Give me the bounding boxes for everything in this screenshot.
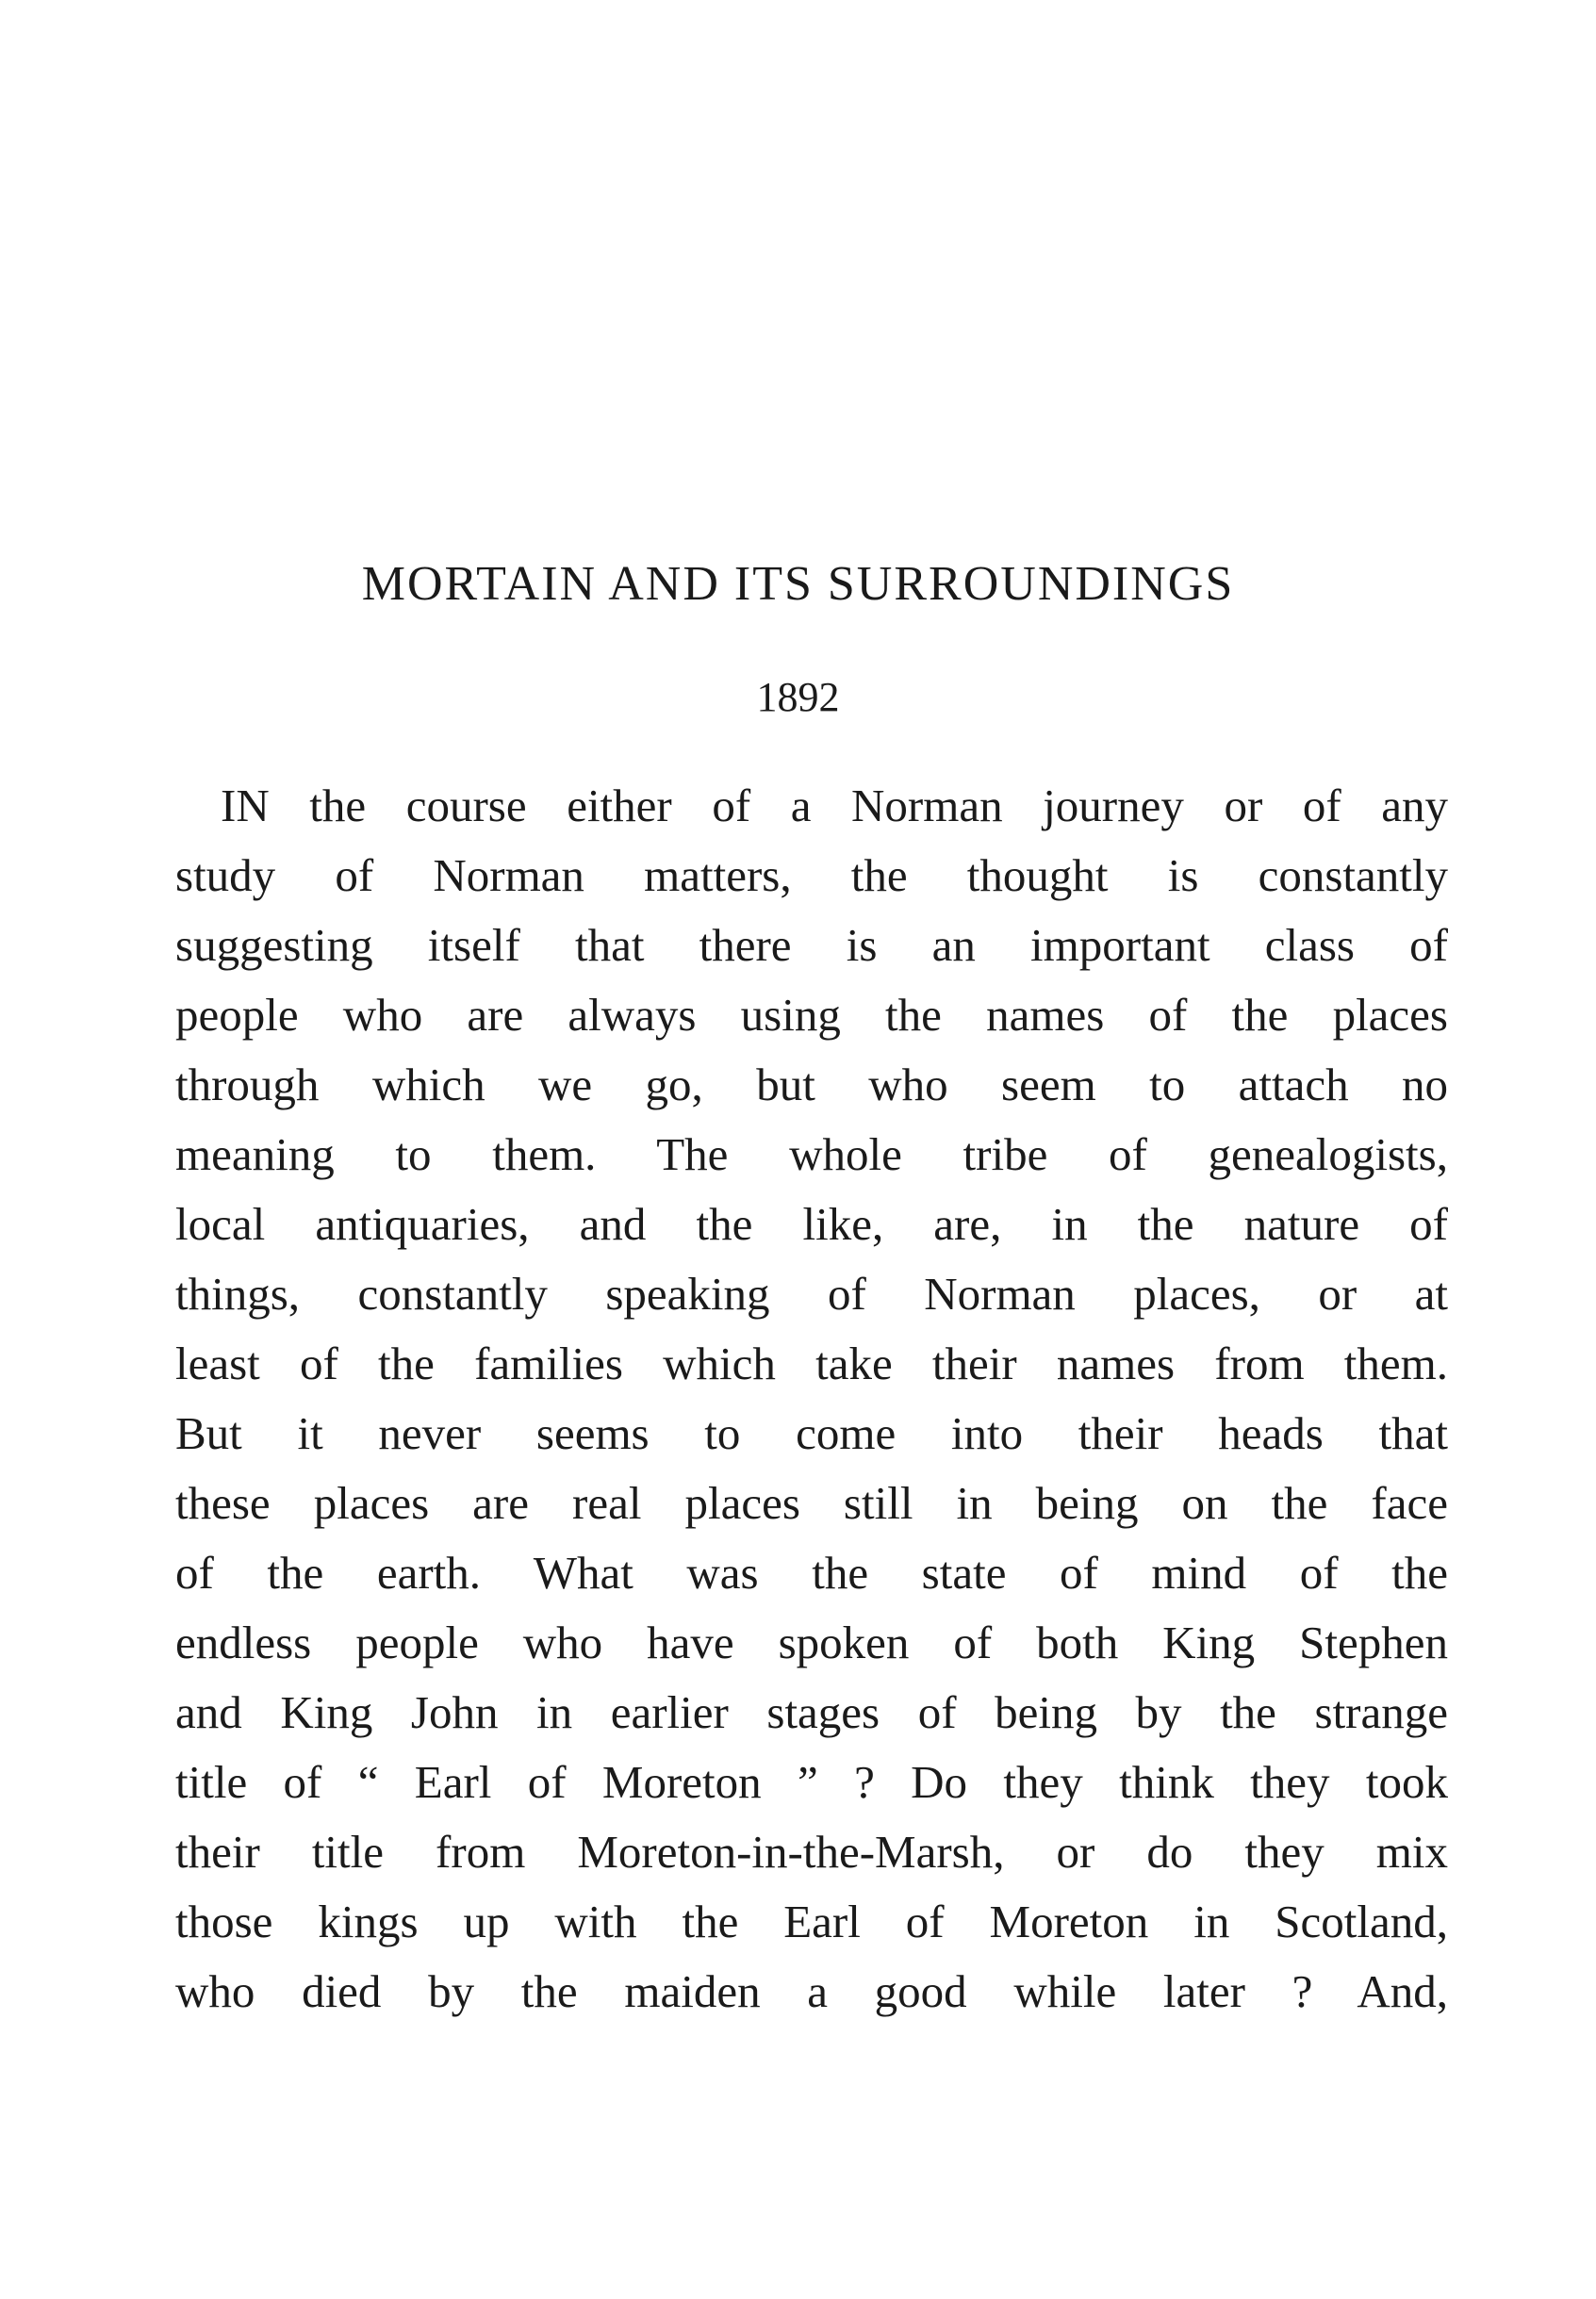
- text-line: suggesting itself that there is an important class of: [175, 919, 1448, 971]
- text-line: their title from Moreton-in-the-Marsh, or do they mix: [175, 1826, 1448, 1878]
- text-line: local antiquaries, and the like, are, in the nature of: [175, 1198, 1448, 1250]
- chapter-year: 1892: [756, 674, 840, 720]
- text-line: IN the course either of a Norman journey or of any: [221, 780, 1448, 831]
- text-line: people who are always using the names of the places: [175, 989, 1448, 1041]
- text-line: of the earth. What was the state of mind of the: [175, 1547, 1448, 1599]
- chapter-title: MORTAIN AND ITS SURROUNDINGS: [361, 557, 1235, 611]
- text-line: But it never seems to come into their heads that: [175, 1407, 1448, 1459]
- text-line: who died by the maiden a good while later ? And,: [175, 1965, 1448, 2017]
- text-line: title of “ Earl of Moreton ” ? Do they think they took: [175, 1756, 1448, 1808]
- body-paragraph: [175, 771, 1448, 2027]
- text-line: meaning to them. The whole tribe of genealogists,: [175, 1128, 1448, 1180]
- text-line: and King John in earlier stages of being by the strange: [175, 1686, 1448, 1738]
- text-line: through which we go, but who seem to attach no: [175, 1059, 1448, 1110]
- text-line: endless people who have spoken of both King Stephen: [175, 1617, 1448, 1668]
- text-line: least of the families which take their names from them.: [175, 1338, 1448, 1389]
- text-line: those kings up with the Earl of Moreton in Scotland,: [175, 1896, 1448, 1947]
- text-line: these places are real places still in being on the face: [175, 1477, 1448, 1529]
- text-line: study of Norman matters, the thought is constantly: [175, 849, 1448, 901]
- text-line: things, constantly speaking of Norman places, or at: [175, 1268, 1448, 1320]
